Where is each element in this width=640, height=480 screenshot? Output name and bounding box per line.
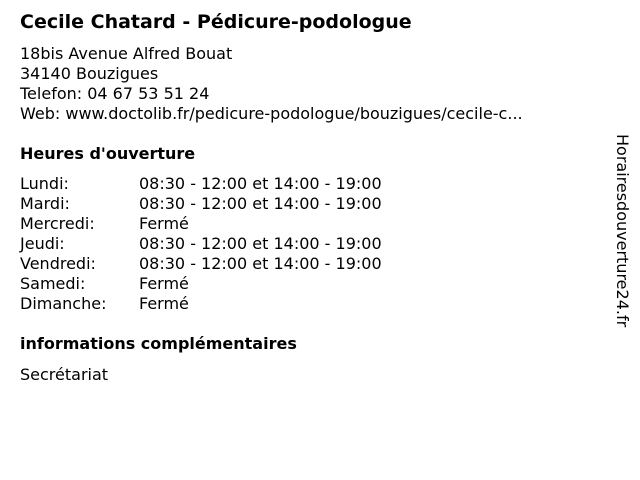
day-label: Jeudi: (20, 234, 65, 253)
time-value: Fermé (139, 214, 189, 233)
address-street: 18bis Avenue Alfred Bouat (20, 44, 233, 63)
day-label: Mardi: (20, 194, 70, 213)
day-label: Samedi: (20, 274, 86, 293)
address-city: 34140 Bouzigues (20, 64, 159, 83)
time-value: 08:30 - 12:00 et 14:00 - 19:00 (139, 174, 382, 193)
opening-hours-heading: Heures d'ouverture (20, 144, 196, 163)
day-label: Lundi: (20, 174, 69, 193)
day-label: Vendredi: (20, 254, 96, 273)
site-brand: Horairesdouverture24.fr (613, 134, 632, 328)
contact-info (20, 44, 523, 124)
time-value: Fermé (139, 294, 189, 313)
time-value: 08:30 - 12:00 et 14:00 - 19:00 (139, 234, 382, 253)
website-link[interactable]: Web: www.doctolib.fr/pedicure-podologue/bouzigues/cecile-c... (20, 104, 523, 123)
phone-number: Telefon: 04 67 53 51 24 (20, 84, 210, 103)
day-label: Mercredi: (20, 214, 95, 233)
time-value: 08:30 - 12:00 et 14:00 - 19:00 (139, 194, 382, 213)
day-label: Dimanche: (20, 294, 107, 313)
page-title: Cecile Chatard - Pédicure-podologue (20, 11, 412, 33)
additional-info-heading: informations complémentaires (20, 334, 297, 353)
additional-info-text: Secrétariat (20, 365, 109, 384)
time-value: Fermé (139, 274, 189, 293)
time-value: 08:30 - 12:00 et 14:00 - 19:00 (139, 254, 382, 273)
